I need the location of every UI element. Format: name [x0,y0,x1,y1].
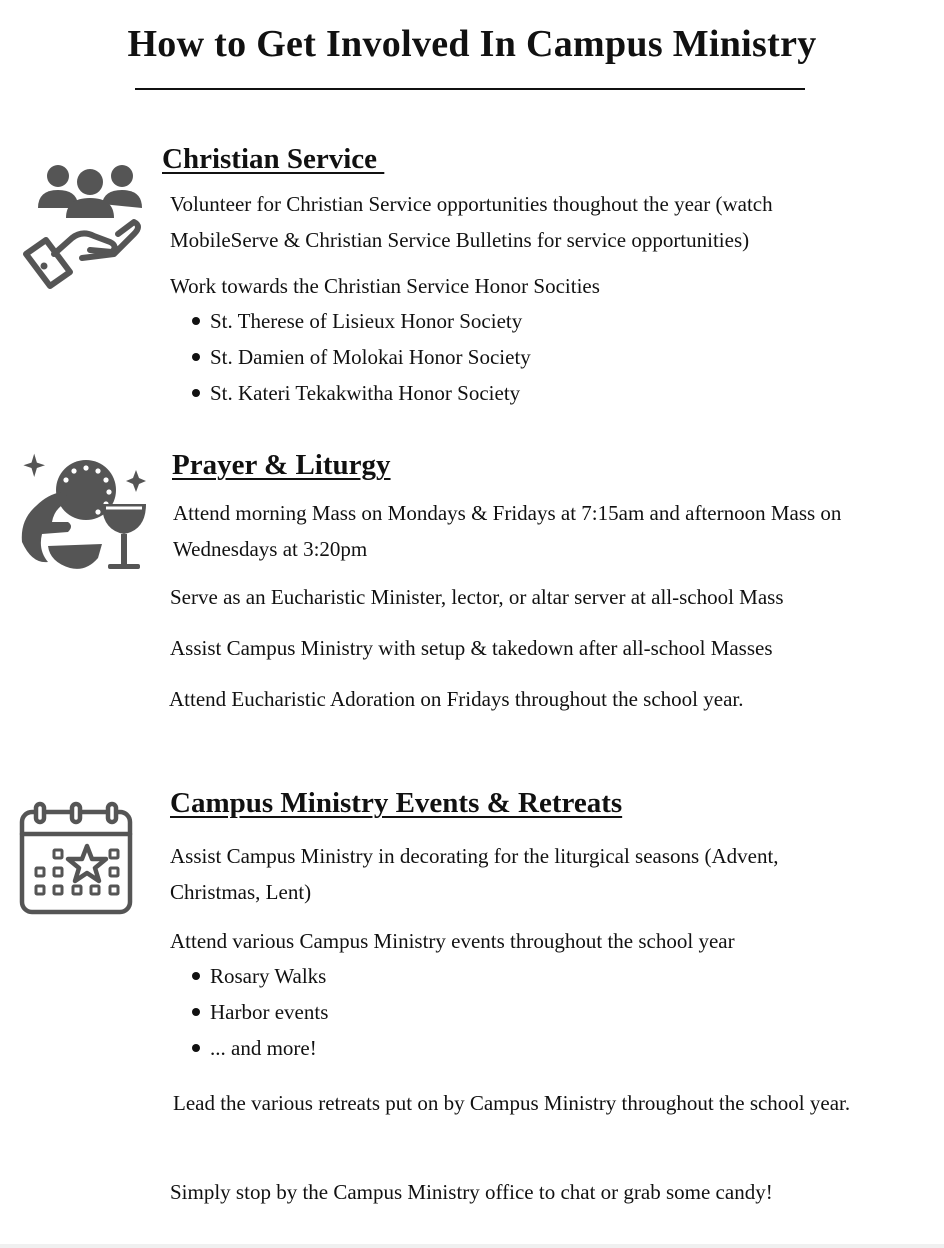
prayer-mass-times-text: Attend morning Mass on Mondays & Fridays at 7:15am and afternoon Mass on Wednesdays at 3:20pm [173,501,842,561]
section-heading-christian-service: Christian Service [162,143,385,175]
prayer-adoration-text: Attend Eucharistic Adoration on Fridays throughout the school year. [169,687,744,711]
section-heading-prayer-liturgy: Prayer & Liturgy [172,449,391,481]
list-item: St. Kateri Tekakwitha Honor Society [210,375,810,411]
list-item: Rosary Walks [210,958,810,994]
christian-service-volunteer-text: Volunteer for Christian Service opportunities thoughout the year (watch MobileServe & Christian Service Bulletins for service opportunities) [170,192,773,252]
events-decorating-text: Assist Campus Ministry in decorating for the liturgical seasons (Advent, Christmas, Lent) [170,844,779,904]
events-attend-text: Attend various Campus Ministry events throughout the school year [170,929,735,953]
events-list [210,958,810,1066]
list-item: Harbor events [210,994,810,1030]
prayer-serve-text: Serve as an Eucharistic Minister, lector, or altar server at all-school Mass [170,585,784,609]
events-office-text: Simply stop by the Campus Ministry office to chat or grab some candy! [170,1180,773,1204]
list-item: St. Damien of Molokai Honor Society [210,339,810,375]
christian-service-honor-text: Work towards the Christian Service Honor Socities [170,274,600,298]
section-heading-events-retreats: Campus Ministry Events & Retreats [170,787,623,819]
list-item: ... and more! [210,1030,810,1066]
communion-host-chalice-icon [18,450,150,578]
calendar-star-icon [18,800,136,918]
prayer-setup-text: Assist Campus Ministry with setup & takedown after all-school Masses [170,636,773,660]
honor-society-list [210,303,810,411]
title-divider [135,88,805,90]
events-retreats-text: Lead the various retreats put on by Campus Ministry throughout the school year. [173,1091,851,1115]
page-bottom-edge [0,1244,944,1248]
list-item: St. Therese of Lisieux Honor Society [210,303,810,339]
people-helping-hand-icon [18,158,150,290]
page-title: How to Get Involved In Campus Ministry [127,23,817,65]
